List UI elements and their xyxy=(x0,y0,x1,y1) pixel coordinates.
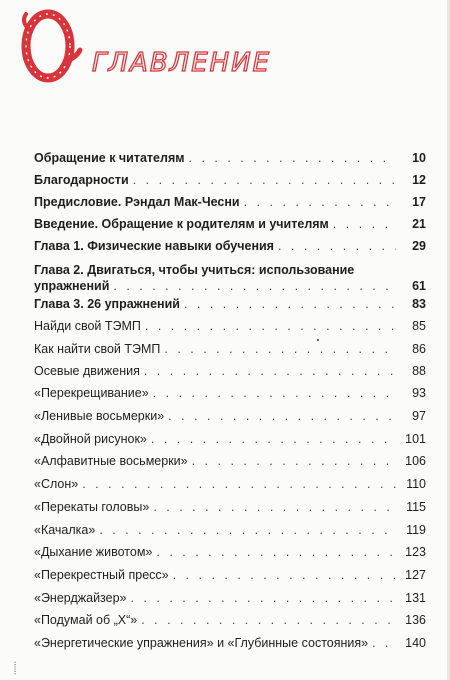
dot-leader xyxy=(278,238,396,254)
toc-entry xyxy=(34,612,426,628)
toc-entry-page: 61 xyxy=(412,279,426,293)
stray-print-dot xyxy=(317,339,319,341)
dot-leader xyxy=(333,216,396,232)
dot-leader xyxy=(184,296,396,312)
corner-mark: ······ xyxy=(9,660,21,675)
dot-leader xyxy=(189,150,397,166)
toc-entry-page: 131 xyxy=(405,591,426,605)
toc-entry-title: «Перекрестный пресс» xyxy=(34,568,169,582)
dot-leader xyxy=(144,363,396,379)
toc-entry-page: 97 xyxy=(412,409,426,423)
toc-entry-title: Как найти свой ТЭМП xyxy=(34,342,161,356)
toc-entry-page: 115 xyxy=(406,500,426,514)
toc-entry-title: «Двойной рисунок» xyxy=(34,432,147,446)
toc-entry-page: 140 xyxy=(405,636,426,650)
toc-entry-title: «Энергетические упражнения» и «Глубинные состояния» xyxy=(34,636,369,650)
toc-entry-page: 10 xyxy=(412,151,426,165)
toc-entry xyxy=(34,567,426,583)
toc-entry-title: «Слон» xyxy=(34,477,79,491)
dot-leader xyxy=(133,172,396,188)
toc-entry-page: 88 xyxy=(412,364,426,378)
toc-entry xyxy=(34,431,426,447)
dot-leader xyxy=(153,385,396,401)
toc-entry-title: Введение. Обращение к родителям и учителям xyxy=(34,217,329,231)
toc-entry-page: 110 xyxy=(406,477,426,491)
toc-entry-page: 93 xyxy=(412,386,426,400)
dot-leader xyxy=(192,453,396,469)
toc-entry xyxy=(34,590,426,606)
toc-entry xyxy=(34,499,426,515)
toc-entry-title-line1: Глава 2. Двигаться, чтобы учиться: использование xyxy=(34,263,355,277)
toc-entry-page: 85 xyxy=(412,319,426,333)
toc-entry xyxy=(34,408,426,424)
dot-leader xyxy=(131,590,397,606)
toc-entry-page: 119 xyxy=(406,523,426,537)
dot-leader xyxy=(99,522,396,538)
toc-entry-title: Найди свой ТЭМП xyxy=(34,319,141,333)
toc-entry-title: «Подумай об „Х“» xyxy=(34,613,138,627)
dot-leader xyxy=(153,499,396,515)
dot-leader xyxy=(145,318,396,334)
toc-entry xyxy=(34,544,426,560)
toc-entry-title: «Энерджайзер» xyxy=(34,591,127,605)
toc-entry xyxy=(34,635,426,651)
toc-entry-page: 29 xyxy=(412,239,426,253)
dot-leader xyxy=(151,431,396,447)
toc-entry xyxy=(34,453,426,469)
toc-entry-page: 12 xyxy=(412,173,426,187)
toc-entry xyxy=(34,216,426,232)
toc-entry xyxy=(34,194,426,210)
toc-entry xyxy=(34,363,426,379)
toc-entry xyxy=(34,172,426,188)
dot-leader xyxy=(173,567,396,583)
toc-entry xyxy=(34,150,426,166)
dot-leader xyxy=(244,194,396,210)
toc-entry-page: 17 xyxy=(412,195,426,209)
toc-entry-page: 21 xyxy=(412,217,426,231)
toc-entry-title: Обращение к читателям xyxy=(34,151,185,165)
toc-entry-title: Глава 1. Физические навыки обучения xyxy=(34,239,274,253)
toc-entry-page: 123 xyxy=(405,545,426,559)
toc-entry-page: 136 xyxy=(405,613,426,627)
toc-heading xyxy=(18,6,348,92)
toc-entry-title: «Качалка» xyxy=(34,523,96,537)
dot-leader xyxy=(113,278,396,294)
toc-entry xyxy=(34,296,426,312)
heading-text: ГЛАВЛЕНИЕ xyxy=(92,48,272,78)
dot-leader xyxy=(156,544,396,560)
toc-entry xyxy=(34,238,426,254)
dot-leader xyxy=(82,476,396,492)
dot-leader xyxy=(168,408,396,424)
dot-leader xyxy=(372,635,396,651)
toc-entry xyxy=(34,385,426,401)
toc-entry-title: «Перекаты головы» xyxy=(34,500,150,514)
toc-entry-title: «Дыхание животом» xyxy=(34,545,153,559)
toc-entry-page: 127 xyxy=(405,568,426,582)
toc-entry-page: 86 xyxy=(412,342,426,356)
toc-entry xyxy=(34,318,426,334)
toc-entry-page: 83 xyxy=(412,297,426,311)
toc-entry-title: Предисловие. Рэндал Мак-Чесни xyxy=(34,195,240,209)
toc-entry-title: Благодарности xyxy=(34,173,129,187)
toc-entry-title: Осевые движения xyxy=(34,364,140,378)
toc-entry-title: Глава 3. 26 упражнений xyxy=(34,297,180,311)
toc-entry xyxy=(34,522,426,538)
toc-entry xyxy=(34,262,426,294)
toc-entry-page: 101 xyxy=(405,432,426,446)
dot-leader xyxy=(164,341,396,357)
toc-entry xyxy=(34,341,426,357)
toc-entry-page: 106 xyxy=(405,454,426,468)
dot-leader xyxy=(141,612,396,628)
toc-entry-title: «Перекрещивание» xyxy=(34,386,149,400)
toc-entry-title: «Алфавитные восьмерки» xyxy=(34,454,188,468)
toc-entry-title: упражнений xyxy=(34,279,110,293)
toc-entry xyxy=(34,476,426,492)
rope-letter-o-icon xyxy=(18,6,88,86)
toc-entry-title: «Ленивые восьмерки» xyxy=(34,409,165,423)
